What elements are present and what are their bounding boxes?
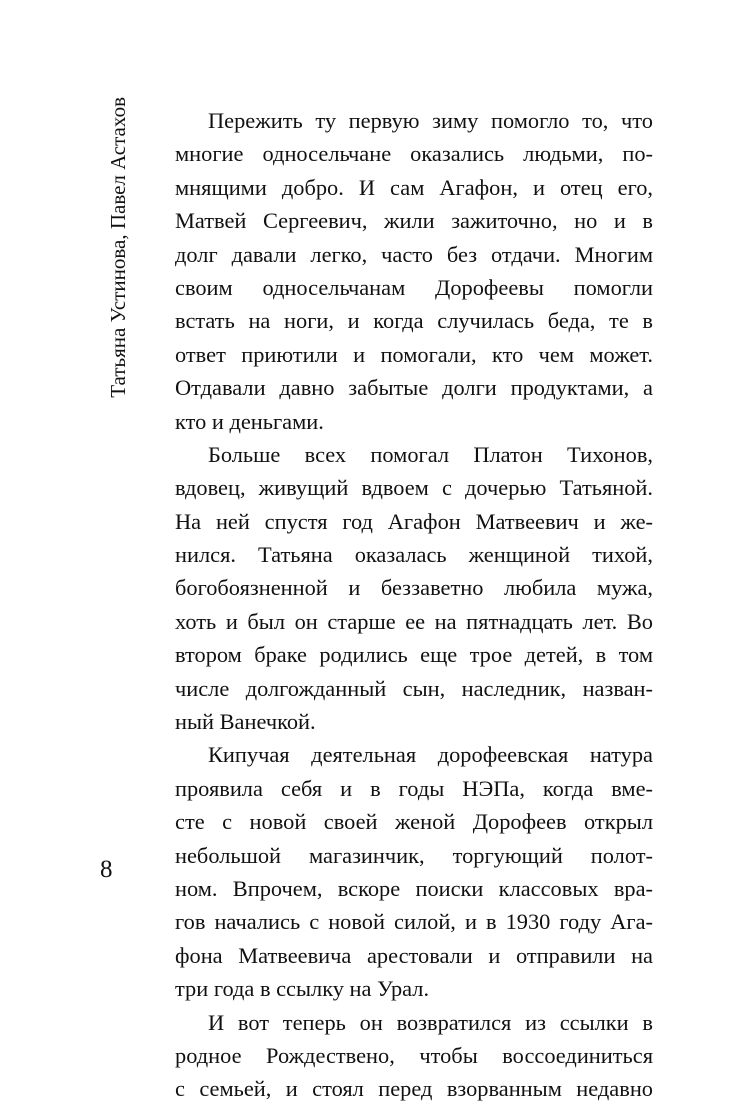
text-line: хоть и был он старше ее на пятнадцать лет. Во — [175, 608, 653, 634]
text-line: На ней спустя год Агафон Матвеевич и же- — [175, 508, 653, 534]
paragraph — [175, 1006, 653, 1106]
text-line: ном. Впрочем, вскоре поиски классовых вра- — [175, 875, 653, 901]
text-line: И вот теперь он возвратился из ссылки в — [208, 1009, 653, 1035]
text-line: числе долгожданный сын, наследник, назван- — [175, 675, 653, 701]
text-line: с семьей, и стоял перед взорванным недавно — [175, 1076, 653, 1102]
text-line: проявила себя и в годы НЭПа, когда вме- — [175, 775, 653, 801]
text-line: многие односельчане оказались людьми, по- — [175, 141, 653, 167]
text-line: нился. Татьяна оказалась женщиной тихой, — [175, 542, 653, 568]
text-line: богобоязненной и беззаветно любила мужа, — [175, 575, 653, 601]
text-line: Больше всех помогал Платон Тихонов, — [208, 441, 653, 467]
text-line: своим односельчанам Дорофеевы помогли — [175, 274, 653, 300]
paragraph — [175, 738, 653, 1005]
page-number: 8 — [100, 856, 113, 883]
text-line: три года в ссылку на Урал. — [175, 976, 430, 1002]
running-head-text: Татьяна Устинова, Павел Астахов — [106, 97, 130, 398]
text-line: Матвей Сергеевич, жили зажиточно, но и в — [175, 208, 653, 234]
text-line: ный Ванечкой. — [175, 709, 316, 735]
paragraph — [175, 104, 653, 438]
text-line: ответ приютили и помогали, кто чем может. — [175, 341, 653, 367]
text-line: кто и деньгами. — [175, 408, 324, 434]
text-line: гов начались с новой силой, и в 1930 году Ага- — [175, 909, 653, 935]
text-line: вдовец, живущий вдвоем с дочерью Татьяной. — [175, 475, 653, 501]
text-line: долг давали легко, часто без отдачи. Многим — [175, 241, 653, 267]
text-line: встать на ноги, и когда случилась беда, те в — [175, 308, 653, 334]
text-line: Пережить ту первую зиму помогло то, что — [208, 108, 653, 133]
text-line: втором браке родились еще трое детей, в том — [175, 642, 653, 668]
text-line: небольшой магазинчик, торгующий полот- — [175, 842, 653, 868]
paragraph — [175, 438, 653, 739]
text-line: Отдавали давно забытые долги продуктами, а — [175, 375, 653, 401]
body-text — [175, 104, 653, 1106]
text-line: сте с новой своей женой Дорофеев открыл — [175, 809, 653, 835]
text-line: родное Рождествено, чтобы воссоединиться — [175, 1042, 653, 1068]
text-line: Кипучая деятельная дорофеевская натура — [208, 742, 653, 768]
text-line: мнящими добро. И сам Агафон, и отец его, — [175, 174, 653, 200]
running-head — [103, 97, 133, 452]
text-line: фона Матвеевича арестовали и отправили на — [175, 942, 653, 968]
